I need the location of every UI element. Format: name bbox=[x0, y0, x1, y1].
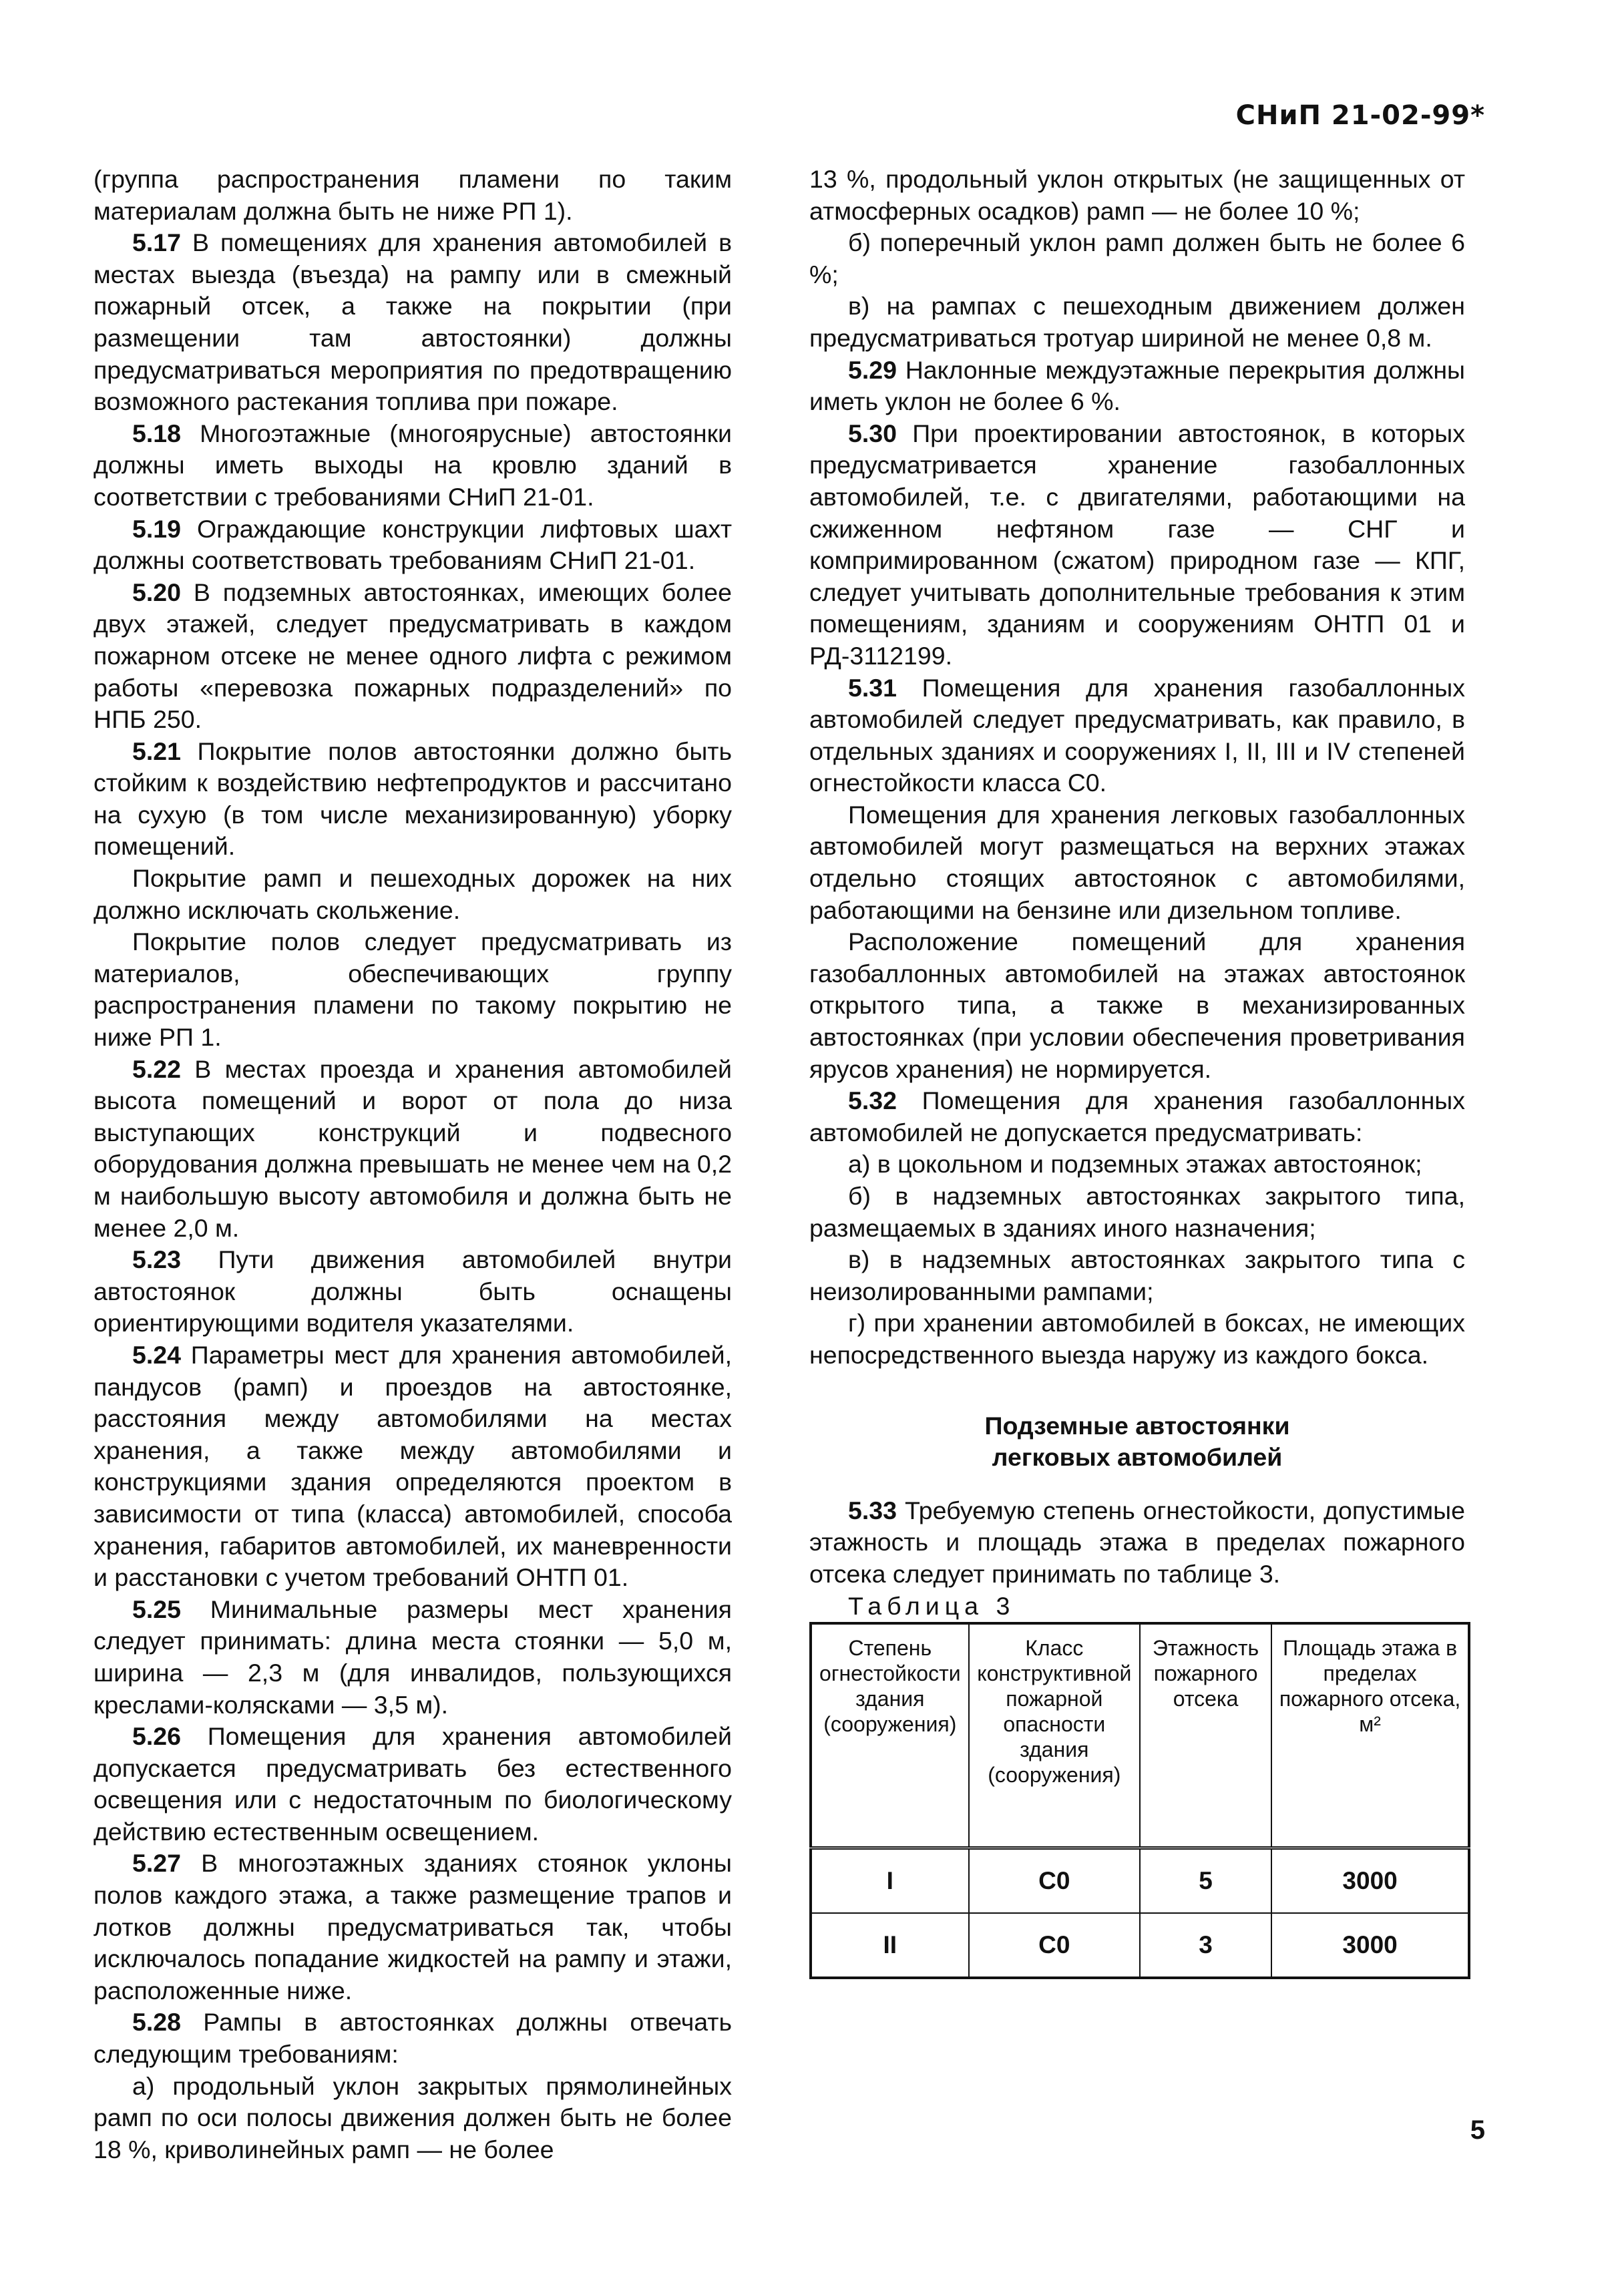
clause-number: 5.27 bbox=[132, 1849, 181, 1878]
clause-number: 5.31 bbox=[848, 673, 897, 702]
paragraph bbox=[93, 227, 732, 418]
paragraph-text: г) при хранении автомобилей в боксах, не имеющих непосредственного выезда наружу из каждого бокса. bbox=[809, 1309, 1465, 1369]
paragraph-text: б) поперечный уклон рамп должен быть не более 6 %; bbox=[809, 228, 1465, 288]
right-column bbox=[809, 164, 1465, 1979]
paragraph bbox=[809, 1244, 1465, 1307]
table-cell: 5 bbox=[1140, 1848, 1271, 1914]
paragraph-text: Помещения для хранения газобаллонных автомобилей не допускается предусматривать: bbox=[809, 1086, 1465, 1147]
clause-number: 5.24 bbox=[132, 1340, 181, 1369]
paragraph bbox=[809, 799, 1465, 926]
table-cell: 3000 bbox=[1271, 1913, 1469, 1978]
paragraph bbox=[809, 355, 1465, 418]
clause-number: 5.32 bbox=[848, 1086, 897, 1115]
paragraph bbox=[809, 227, 1465, 290]
paragraph-text: Рампы в автостоянках должны отвечать следующим требованиям: bbox=[93, 2008, 732, 2069]
paragraph-text: 13 %, продольный уклон открытых (не защищенных от атмосферных осадков) рамп — не более 10 %; bbox=[809, 165, 1465, 225]
paragraph-text: Минимальные размеры мест хранения следует принимать: длина места стоянки — 5,0 м, ширина — 2,3 м (для инвалидов, пользующихся креслами-колясками — 3,5 м). bbox=[93, 1595, 732, 1719]
paragraph bbox=[809, 1085, 1465, 1149]
section-heading-line: Подземные автостоянки bbox=[984, 1411, 1290, 1440]
paragraph-text: в) в надземных автостоянках закрытого типа с неизолированными рампами; bbox=[809, 1245, 1465, 1305]
paragraph-text: В многоэтажных зданиях стоянок уклоны полов каждого этажа, а также размещение трапов и лотков должны предусматриваться так, чтобы исключалось попадание жидкостей на рампу и этажи, расположенные ниже. bbox=[93, 1849, 732, 2005]
paragraph-text: в) на рампах с пешеходным движением должен предусматриваться тротуар шириной не менее 0,8 м. bbox=[809, 292, 1465, 352]
paragraph bbox=[93, 2071, 732, 2166]
table-header-row bbox=[811, 1623, 1469, 1848]
paragraph bbox=[809, 1495, 1465, 1591]
left-column bbox=[93, 164, 732, 2165]
table-cell: С0 bbox=[969, 1913, 1140, 1978]
table-cell: 3 bbox=[1140, 1913, 1271, 1978]
paragraph bbox=[93, 926, 732, 1053]
clause-number: 5.22 bbox=[132, 1054, 181, 1083]
paragraph-text: В помещениях для хранения автомобилей в местах выезда (въезда) на рампу или в смежный пожарный отсек, а также на покрытии (при размещении там автостоянки) должны предусматриваться мероприятия по предотвращению возможного растекания топлива при пожаре. bbox=[93, 228, 732, 416]
paragraph-text: Ограждающие конструкции лифтовых шахт должны соответствовать требованиям СНиП 21-01. bbox=[93, 514, 732, 575]
table-cell: II bbox=[811, 1913, 969, 1978]
paragraph-text: Помещения для хранения газобаллонных автомобилей следует предусматривать, как правило, в отдельных зданиях и сооружениях I, II, III и IV степеней огнестойкости класса С0. bbox=[809, 673, 1465, 797]
paragraph bbox=[93, 1339, 732, 1594]
paragraph bbox=[809, 164, 1465, 227]
section-heading bbox=[809, 1410, 1465, 1474]
paragraph bbox=[809, 672, 1465, 799]
paragraph bbox=[93, 513, 732, 577]
clause-number: 5.17 bbox=[132, 228, 181, 257]
clause-number: 5.19 bbox=[132, 514, 181, 543]
paragraph-text: а) продольный уклон закрытых прямолинейных рамп по оси полосы движения должен быть не более 18 %, криволинейных рамп — не более bbox=[93, 2071, 732, 2163]
paragraph bbox=[93, 736, 732, 863]
paragraph bbox=[809, 418, 1465, 672]
paragraph bbox=[93, 1244, 732, 1339]
table-header-cell: Этажность пожарного отсека bbox=[1140, 1623, 1271, 1848]
paragraph bbox=[93, 1721, 732, 1848]
page-number: 5 bbox=[1470, 2115, 1485, 2145]
table-caption: Таблица 3 bbox=[848, 1591, 1016, 1620]
paragraph bbox=[93, 2007, 732, 2070]
table-row bbox=[811, 1848, 1469, 1914]
paragraph-text: Покрытие рамп и пешеходных дорожек на них должно исключать скольжение. bbox=[93, 864, 732, 924]
table-row bbox=[811, 1913, 1469, 1978]
paragraph bbox=[809, 1181, 1465, 1244]
clause-number: 5.18 bbox=[132, 419, 181, 447]
paragraph bbox=[93, 1594, 732, 1721]
clause-number: 5.29 bbox=[848, 355, 897, 384]
paragraph-text: Требуемую степень огнестойкости, допустимые этажность и площадь этажа в пределах пожарного отсека следует принимать по таблице 3. bbox=[809, 1496, 1465, 1588]
clause-number: 5.21 bbox=[132, 737, 181, 765]
paragraph bbox=[809, 1307, 1465, 1371]
paragraph-text: Помещения для хранения автомобилей допускается предусматривать без естественного освещения или с недостаточным по биологическому действию естественным освещением. bbox=[93, 1722, 732, 1846]
clause-number: 5.20 bbox=[132, 578, 181, 606]
paragraph-text: Покрытие полов следует предусматривать из материалов, обеспечивающих группу распространения пламени по такому покрытию не ниже РП 1. bbox=[93, 927, 732, 1052]
paragraph-text: Покрытие полов автостоянки должно быть стойким к воздействию нефтепродуктов и рассчитано на сухую (в том числе механизированную) уборку помещений. bbox=[93, 737, 732, 861]
paragraph-text: При проектировании автостоянок, в которых предусматривается хранение газобаллонных автомобилей, т.е. с двигателями, работающими на сжиженном нефтяном газе — СНГ и компримированном (сжатом) природном газе — КПГ, следует учитывать дополнительные требования к этим помещениям, зданиям и сооружениям ОНТП 01 и РД-3112199. bbox=[809, 419, 1465, 670]
table-header-cell: Степень огнестойкости здания (сооружения) bbox=[811, 1623, 969, 1848]
clause-number: 5.30 bbox=[848, 419, 897, 447]
paragraph bbox=[93, 577, 732, 736]
paragraph-text: (группа распространения пламени по таким материалам должна быть не ниже РП 1). bbox=[93, 165, 732, 225]
clause-number: 5.33 bbox=[848, 1496, 897, 1524]
paragraph-text: а) в цокольном и подземных этажах автостоянок; bbox=[848, 1150, 1422, 1179]
paragraph bbox=[93, 1848, 732, 2007]
paragraph bbox=[809, 1149, 1465, 1181]
paragraph bbox=[93, 863, 732, 926]
paragraph bbox=[93, 164, 732, 227]
section-heading-line: легковых автомобилей bbox=[992, 1443, 1283, 1472]
paragraph-text: Параметры мест для хранения автомобилей, пандусов (рамп) и проездов на автостоянке, расстояния между автомобилями на местах хранения, а также между автомобилями и конструкциями здания определяются проектом в зависимости от типа (класса) автомобилей, способа хранения, габаритов автомобилей, их маневренности и расстановки с учетом требований ОНТП 01. bbox=[93, 1340, 732, 1592]
document-code-header: СНиП 21-02-99* bbox=[1235, 100, 1485, 131]
paragraph bbox=[93, 418, 732, 513]
paragraph-text: Пути движения автомобилей внутри автостоянок должны быть оснащены ориентирующими водителя указателями. bbox=[93, 1245, 732, 1337]
table-header-cell: Класс конструктивной пожарной опасности здания (сооружения) bbox=[969, 1623, 1140, 1848]
paragraph-text: Многоэтажные (многоярусные) автостоянки должны иметь выходы на кровлю зданий в соответствии с требованиями СНиП 21-01. bbox=[93, 419, 732, 511]
table-cell: I bbox=[811, 1848, 969, 1914]
table-cell: 3000 bbox=[1271, 1848, 1469, 1914]
paragraph-text: В подземных автостоянках, имеющих более двух этажей, следует предусматривать в каждом пожарном отсеке не менее одного лифта с режимом работы «перевозка пожарных подразделений» по НПБ 250. bbox=[93, 578, 732, 734]
paragraph-text: б) в надземных автостоянках закрытого типа, размещаемых в зданиях иного назначения; bbox=[809, 1182, 1465, 1242]
table-cell: С0 bbox=[969, 1848, 1140, 1914]
paragraph-text: В местах проезда и хранения автомобилей высота помещений и ворот от пола до низа выступающих конструкций и подвесного оборудования должна превышать не менее чем на 0,2 м наибольшую высоту автомобиля и должна быть не менее 2,0 м. bbox=[93, 1054, 732, 1242]
paragraph-text: Расположение помещений для хранения газобаллонных автомобилей на этажах автостоянок открытого типа, а также в механизированных автостоянках (при условии обеспечения проветривания ярусов хранения) не нормируется. bbox=[809, 927, 1465, 1083]
paragraph-text: Наклонные междуэтажные перекрытия должны иметь уклон не более 6 %. bbox=[809, 355, 1465, 416]
paragraph bbox=[809, 290, 1465, 354]
clause-number: 5.28 bbox=[132, 2008, 181, 2037]
clause-number: 5.25 bbox=[132, 1595, 181, 1623]
paragraph-text: Помещения для хранения легковых газобаллонных автомобилей могут размещаться на верхних этажах отдельно стоящих автостоянок с автомобилями, работающими на бензине или дизельном топливе. bbox=[809, 800, 1465, 924]
table-header-cell: Площадь этажа в пределах пожарного отсека, м² bbox=[1271, 1623, 1469, 1848]
paragraph bbox=[809, 926, 1465, 1085]
fire-resistance-table bbox=[809, 1622, 1470, 1979]
clause-number: 5.26 bbox=[132, 1722, 181, 1751]
clause-number: 5.23 bbox=[132, 1245, 181, 1274]
paragraph bbox=[93, 1054, 732, 1245]
